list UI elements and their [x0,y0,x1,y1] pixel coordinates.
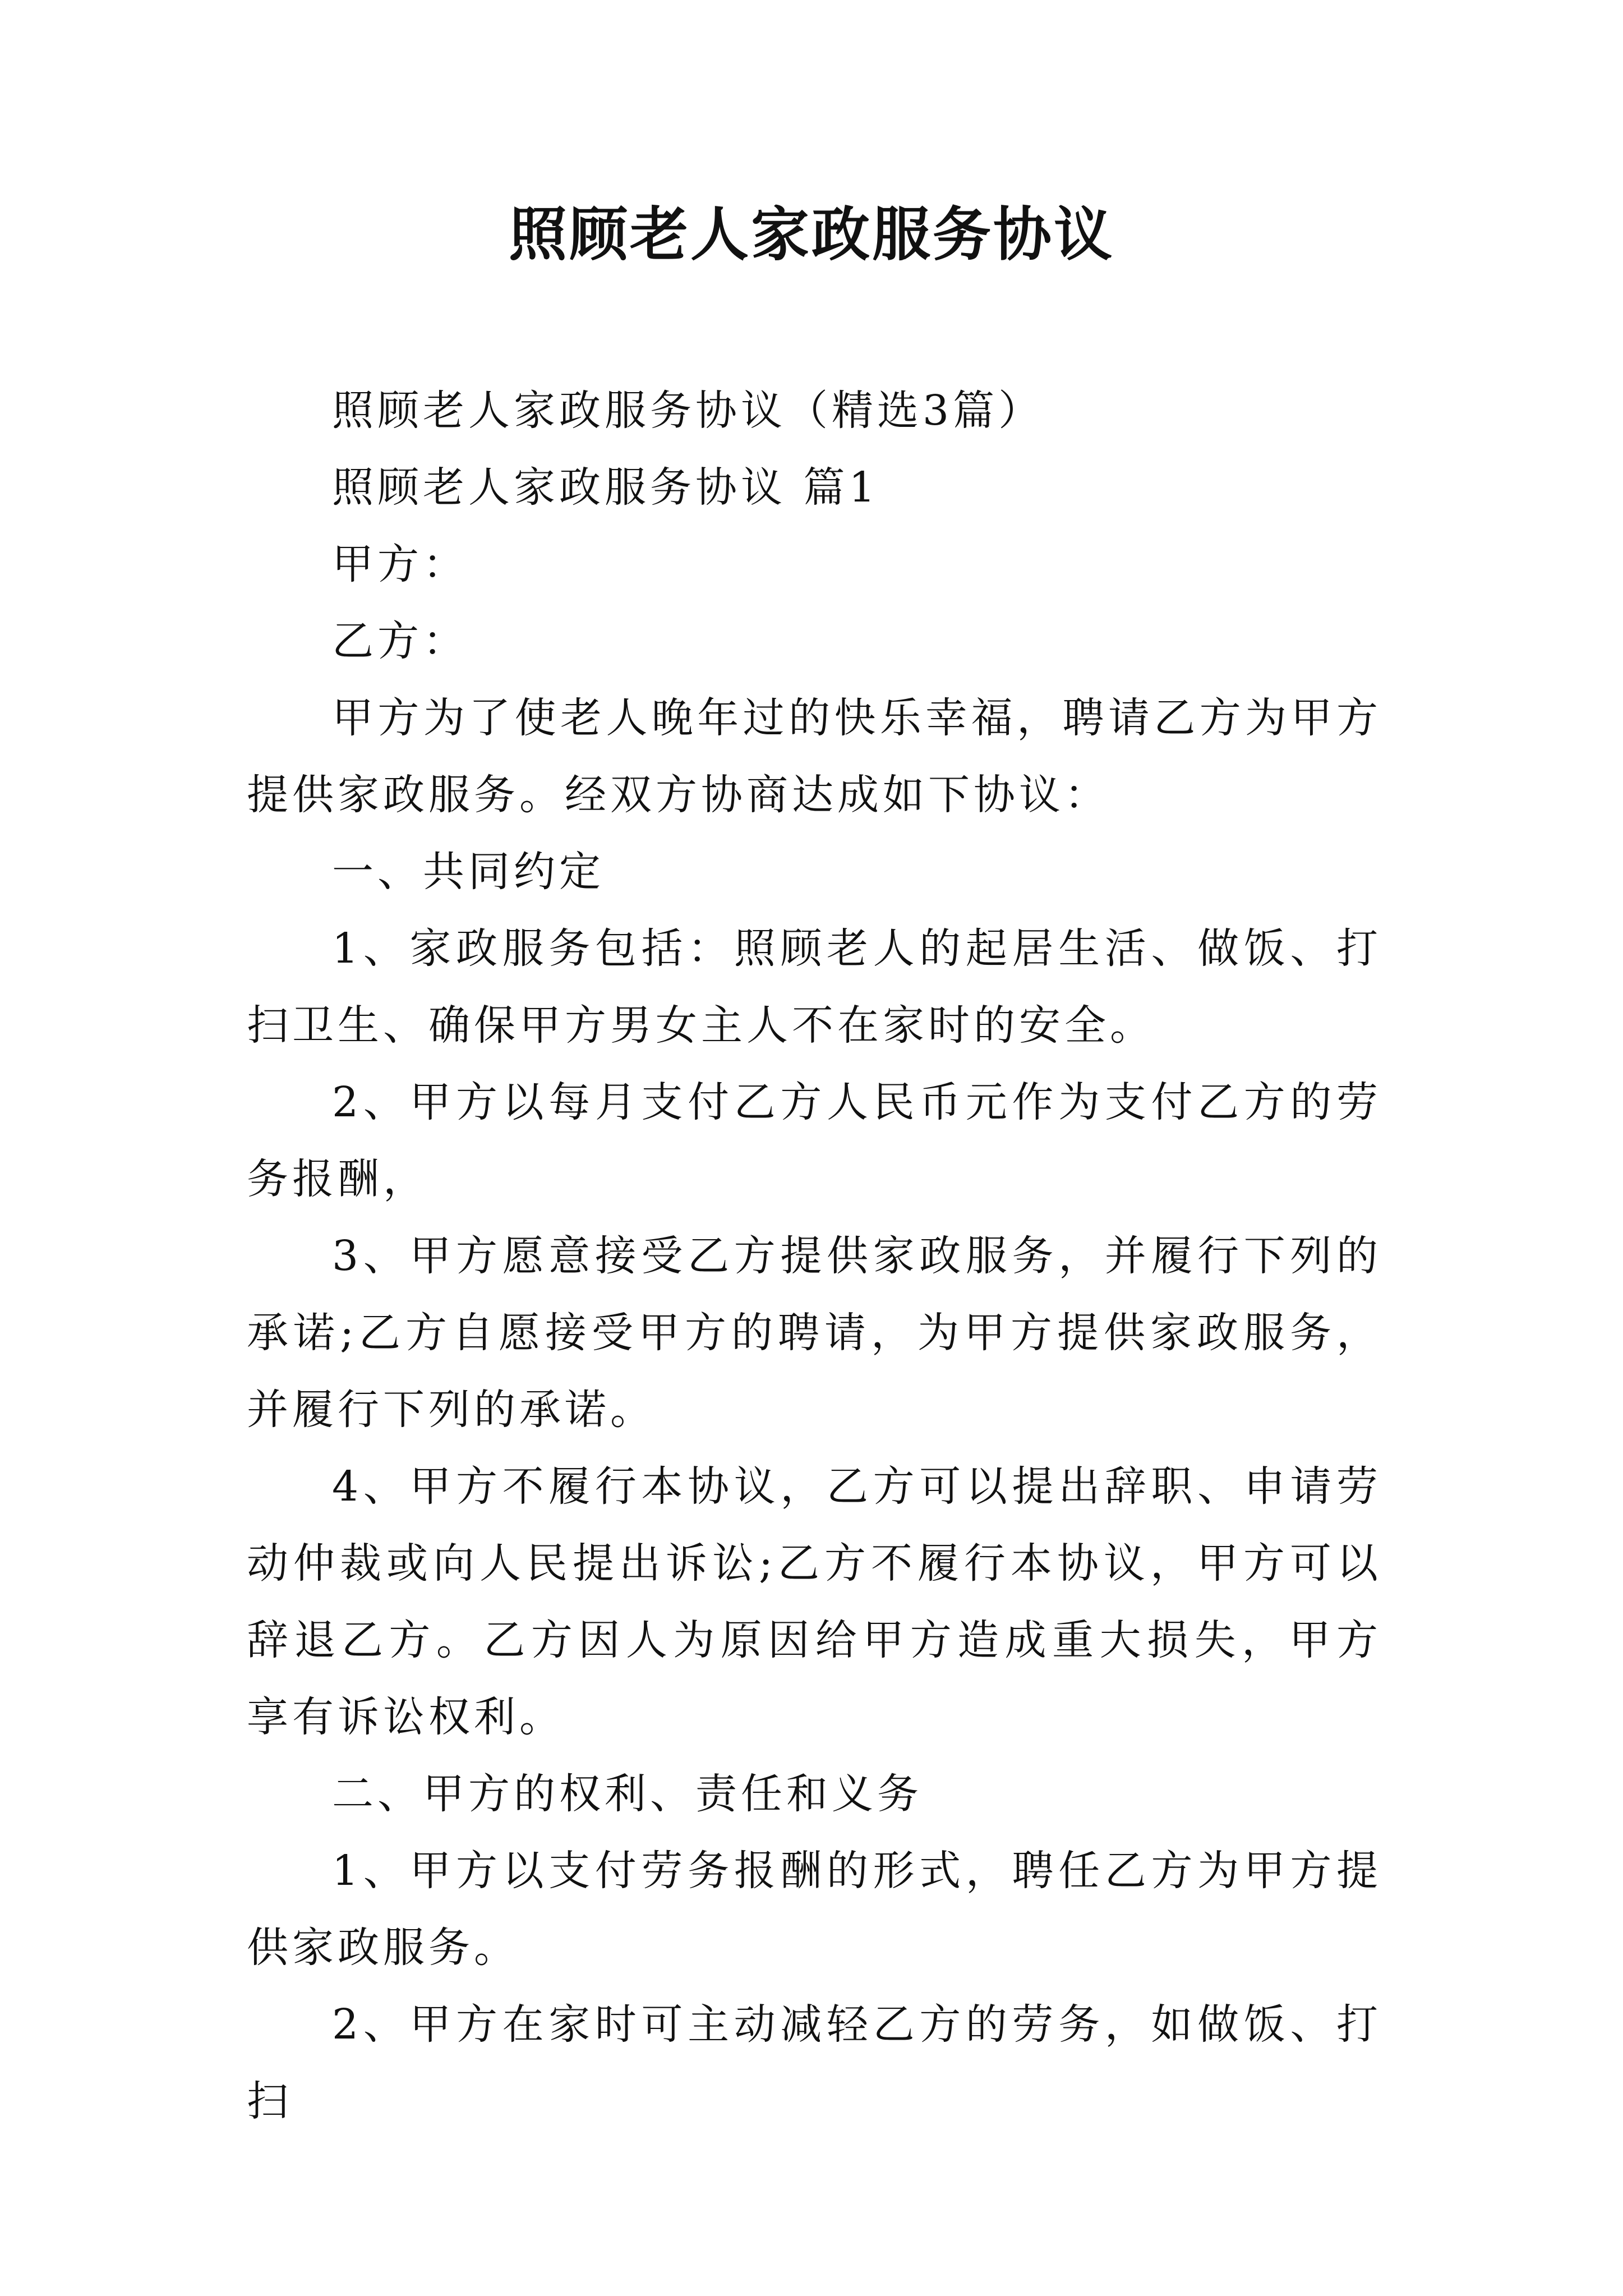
document-title: 照顾老人家政服务协议 [508,200,1114,269]
paragraph-clause-2-2: 2、甲方在家时可主动减轻乙方的劳务，如做饭、打扫 [247,2000,1382,2125]
paragraph-collection-title: 照顾老人家政服务协议（精选3篇） [332,386,1044,435]
paragraph-heading-common-agreement: 一、共同约定 [332,848,605,896]
paragraph-party-b: 乙方： [332,617,468,665]
document-body [247,372,1382,2140]
paragraph-party-a: 甲方： [332,540,468,588]
paragraph-clause-2-1: 1、甲方以支付劳务报酬的形式，聘任乙方为甲方提供家政服务。 [247,1847,1382,1972]
paragraph-intro: 甲方为了使老人晚年过的快乐幸福，聘请乙方为甲方提供家政服务。经双方协商达成如下协议： [247,694,1382,819]
paragraph-clause-1-1: 1、家政服务包括：照顾老人的起居生活、做饭、打扫卫生、确保甲方男女主人不在家时的安全。 [247,924,1382,1050]
paragraph-section-heading: 照顾老人家政服务协议 篇1 [332,463,879,512]
paragraph-clause-1-4: 4、甲方不履行本协议，乙方可以提出辞职、申请劳动仲裁或向人民提出诉讼;乙方不履行本协议，甲方可以辞退乙方。乙方因人为原因给甲方造成重大损失，甲方享有诉讼权利。 [247,1462,1382,1741]
paragraph-heading-party-a-rights: 二、甲方的权利、责任和义务 [332,1770,923,1818]
paragraph-clause-1-2: 2、甲方以每月支付乙方人民币元作为支付乙方的劳务报酬， [247,1078,1382,1203]
paragraph-clause-1-3: 3、甲方愿意接受乙方提供家政服务，并履行下列的承诺;乙方自愿接受甲方的聘请，为甲方提供家政服务，并履行下列的承诺。 [247,1232,1382,1434]
